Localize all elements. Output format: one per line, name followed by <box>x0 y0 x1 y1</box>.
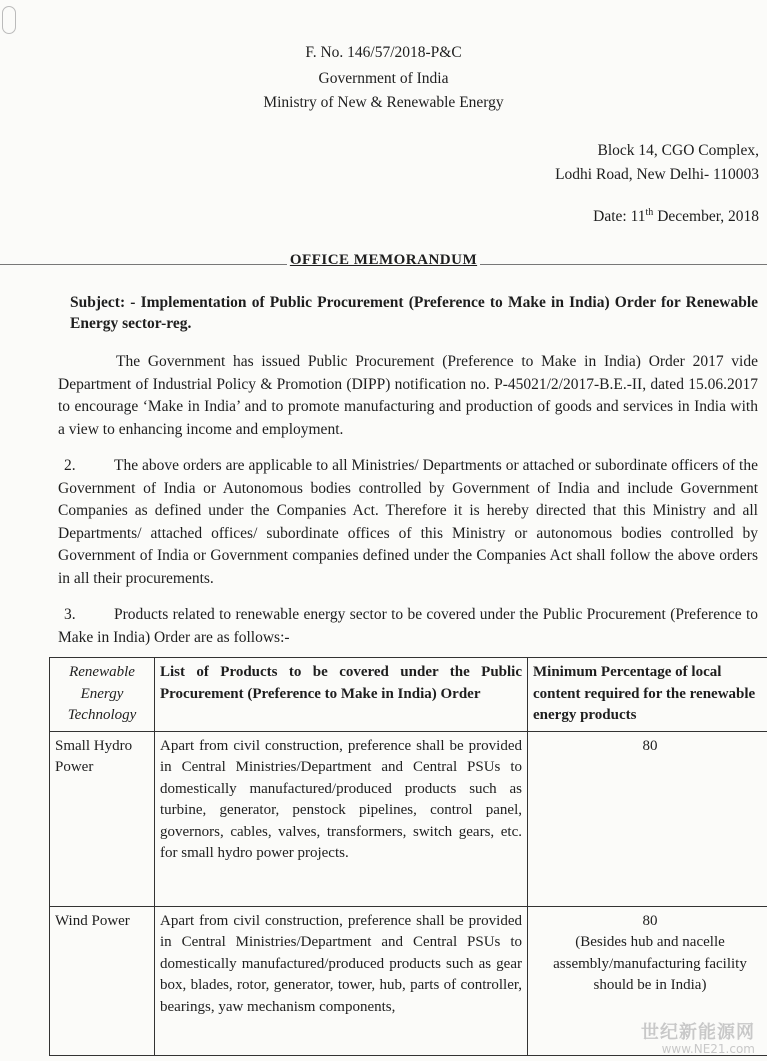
header-technology: Renewable Energy Technology <box>50 658 155 732</box>
header-min-percentage: Minimum Percentage of local content required for the renewable energy products <box>528 658 767 732</box>
row-products: Apart from civil construction, preference shall be provided in Central Ministries/Department and Central PSUs to domestically manufactured/produced products such as gear box, blades, rotor, generator, tower, hub, parts of controller, bearings, yaw mechanism components, <box>155 906 528 1055</box>
file-number: F. No. 146/57/2018-P&C <box>305 44 462 61</box>
row-min-percentage <box>528 731 767 906</box>
table-row <box>50 731 767 906</box>
paragraph-3 <box>58 604 758 649</box>
scan-mark <box>2 6 16 34</box>
date-prefix: Date: 11 <box>593 208 646 226</box>
date-suffix: December, 2018 <box>653 208 759 226</box>
row-technology: Small Hydro Power <box>50 731 155 906</box>
row-min-percentage-value: 80 <box>642 737 658 754</box>
paragraph-2 <box>58 455 758 590</box>
paragraph-2-number: 2. <box>64 457 76 474</box>
watermark-logo: 世纪新能源网 <box>641 1022 755 1043</box>
paragraph-2-text: The above orders are applicable to all Ministries/ Departments or attached or subordinate officers of the Government of India or Autonomous bodies controlled by Government of India and include Government Companies as defined under the Companies Act. Therefore it is hereby directed that this Ministry and all Departments/ attached offices/ subordinate offices of this Ministry or autonomous bodies controlled by Government of India or Government companies defined under the Companies Act shall follow the above orders in all their procurements. <box>58 457 758 587</box>
paragraph-3-text: Products related to renewable energy sector to be covered under the Public Procurement (Preference to Make in India) Order are as follows:- <box>58 606 758 646</box>
row-products: Apart from civil construction, preference shall be provided in Central Ministries/Department and Central PSUs to domestically manufactured/produced products such as turbine, generator, penstock pipelines, control panel, governors, cables, valves, transformers, switch gears, etc. for small hydro power projects. <box>155 731 528 906</box>
products-table <box>49 657 767 1056</box>
watermark-url: www.NE21.com <box>661 1042 755 1056</box>
address-line-1: Block 14, CGO Complex, <box>597 142 759 159</box>
row-min-percentage-note: (Besides hub and nacelle assembly/manufacturing facility should be in India) <box>553 934 747 993</box>
date <box>593 207 759 226</box>
date-sup: th <box>645 207 654 218</box>
table-header-row <box>50 658 767 732</box>
row-min-percentage-value: 80 <box>642 912 658 929</box>
row-technology: Wind Power <box>50 906 155 1055</box>
memo-title <box>0 252 767 269</box>
paragraph-1-text: The Government has issued Public Procurement (Preference to Make in India) Order 2017 vide Department of Industrial Policy & Promotion (DIPP) notification no. P-45021/2/2017-B.E.-II, dated 15.06.2017 to encourage ‘Make in India’ and to promote manufacturing and production of goods and services in India with a view to enhancing income and employment. <box>58 353 758 438</box>
paragraph-1 <box>58 351 758 441</box>
address-line-2: Lodhi Road, New Delhi- 110003 <box>555 166 759 183</box>
ministry-name: Ministry of New & Renewable Energy <box>263 94 504 111</box>
memo-title-text: OFFICE MEMORANDUM <box>287 252 480 268</box>
subject: Subject: - Implementation of Public Procurement (Preference to Make in India) Order for Renewable Energy sector-reg. <box>70 294 758 332</box>
government-name: Government of India <box>318 70 449 87</box>
header-products: List of Products to be covered under the Public Procurement (Preference to Make in India) Order <box>155 658 528 732</box>
paragraph-3-number: 3. <box>64 606 76 623</box>
